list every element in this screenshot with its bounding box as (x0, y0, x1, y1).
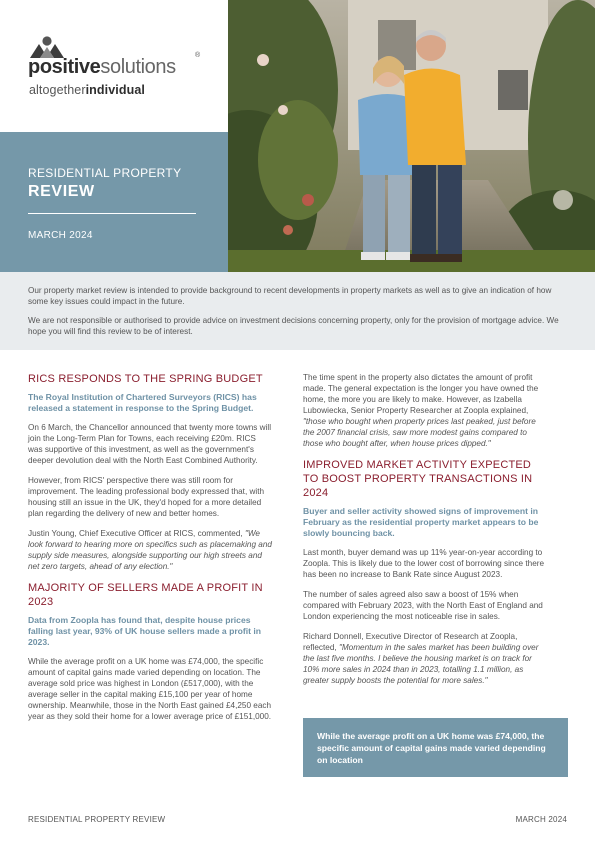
section-lead-market-activity: Buyer and seller activity showed signs of improvement in February as the residential property market appears to be slowly bouncing back. (303, 506, 539, 538)
left-column (28, 372, 272, 731)
footer-title: RESIDENTIAL PROPERTY REVIEW (28, 815, 166, 824)
brand-tagline: altogetherindividual (29, 83, 145, 97)
pull-quote-callout (303, 718, 568, 777)
footer-date: MARCH 2024 (515, 815, 567, 824)
body-paragraph: Last month, buyer demand was up 11% year-on-year according to Zoopla. This is likely due to the lower cost of borrowing since there has been no increase to Bank Rate since August 2023. (303, 548, 545, 579)
title-review: REVIEW (28, 183, 95, 200)
title-panel (0, 132, 228, 272)
section-heading-market-activity: IMPROVED MARKET ACTIVITY EXPECTED TO BOOST PROPERTY TRANSACTIONS IN 2024 (303, 459, 533, 499)
brand-name: positivesolutions (28, 56, 176, 78)
body-paragraph: While the average profit on a UK home was £74,000, the specific amount of capital gains made varied depending on location. The average sold price was highest in London (£517,000), with the average seller in the capital making £15,100 per year of home ownership. Meanwhile, those in the North East gained £4,250 each year as they sold their home for a lower average price of £151,000. (28, 657, 272, 721)
body-paragraph: The number of sales agreed also saw a boost of 15% when compared with February 2023, with the North East of England and London experiencing the most noticeable rise in sales. (303, 590, 543, 621)
section-heading-sellers-profit: MAJORITY OF SELLERS MADE A PROFIT IN 2023 (28, 582, 263, 608)
title-divider (28, 213, 196, 214)
triangle-circle-logo-icon (30, 36, 64, 58)
callout-text: While the average profit on a UK home was £74,000, the specific amount of capital gains made varied depending on location (317, 731, 546, 765)
body-paragraph-quote: Justin Young, Chief Executive Officer at RICS, commented, "We look forward to hearing more on specifics such as placemaking and supply side measures, alongside supporting our high streets and net zero targets, ahead of any election." (28, 529, 272, 571)
couple-walking-photo (228, 0, 595, 272)
right-column (303, 372, 547, 695)
header-photo (228, 0, 595, 272)
body-paragraph: On 6 March, the Chancellor announced that twenty more towns will join the Long-Term Plan for Towns, each receiving £20m. RICS was supportive of this investment, as well as the government's deeper devolution deal with the North East Combined Authority. (28, 423, 272, 465)
issue-date: MARCH 2024 (28, 230, 93, 241)
body-paragraph-quote: Richard Donnell, Executive Director of Research at Zoopla, reflected, "Momentum in the sales market has been building over the last five months. I believe the housing market is on track for 10% more sales in 2024 than in 2023, totalling 1.1 million, as greater supply boosts the potential for more sales." (303, 632, 539, 685)
body-paragraph: However, from RICS' perspective there was still room for improvement. The leading professional body expressed that, with housing still an issue in the UK, they'd hoped for a more detailed plan regarding the delivery of new and better homes. (28, 476, 265, 518)
section-heading-rics: RICS RESPONDS TO THE SPRING BUDGET (28, 373, 263, 385)
registered-mark: ® (195, 52, 201, 59)
intro-paragraph-2: We are not responsible or authorised to provide advice on investment decisions concerning property, only for the provision of mortgage advice. We hope you will find this review to be of interest. (28, 316, 559, 336)
section-lead-sellers-profit: Data from Zoopla has found that, despite house prices falling last year, 93% of UK house sellers made a profit in 2023. (28, 615, 262, 647)
intro-paragraph-1: Our property market review is intended to provide background to recent developments in property markets as well as to give an indication of how some key issues could impact in the future. (28, 286, 552, 306)
title-residential-property: RESIDENTIAL PROPERTY (28, 166, 182, 180)
intro-band (0, 272, 595, 350)
brand-header (0, 0, 228, 132)
body-paragraph-quote: The time spent in the property also dictates the amount of profit made. The general expectation is the longer you have owned the home, the more you are likely to make. However, as Izabella Lubowiecka, Senior Property Researcher at Zoopla explained, "those who bought when property prices last peaked, just before the 2007 financial crisis, saw more modest gains compared to those who bought after, when house prices dipped." (303, 373, 539, 448)
section-lead-rics: The Royal Institution of Chartered Surveyors (RICS) has released a statement in response to the Spring Budget. (28, 392, 257, 413)
